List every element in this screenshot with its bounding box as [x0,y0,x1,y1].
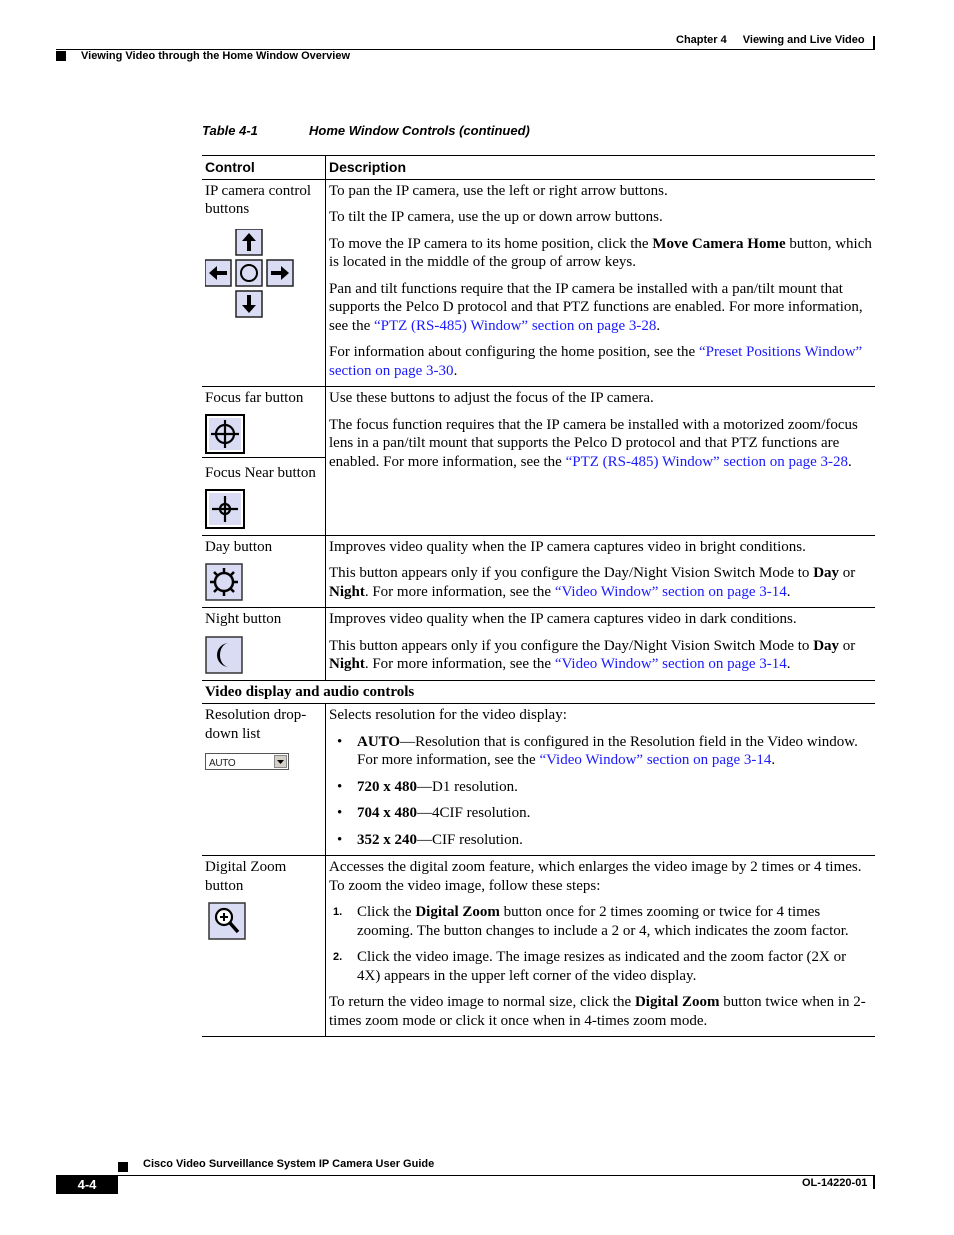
chapter-title: Viewing and Live Video [742,34,865,46]
controls-table [202,155,875,1037]
guide-title: Cisco Video Surveillance System IP Camera User Guide [143,1158,435,1170]
list-item: • AUTO—Resolution that is configured in the Resolution field in the Video window. For more information, see the “Video Window” section on page 3-14. [329,733,872,770]
ptz-control-pad [205,229,295,321]
crosshair-icon[interactable] [205,489,245,529]
table-row [202,608,875,681]
description-text: Selects resolution for the video display: [329,707,567,723]
description-text: Pan and tilt functions require that the IP camera be installed with a pan/tilt mount that supports the Pelco D protocol and that PTZ functions are enabled. For more information, see the “PTZ (RS-485) Window” section on page 3-28. [329,280,863,334]
control-label: Night button [205,611,282,627]
table-row [202,856,875,1037]
cross-reference-link[interactable]: “Video Window” section on page 3-14 [554,656,787,672]
sun-icon[interactable] [205,563,243,601]
table-row [202,535,875,608]
description-text: To move the IP camera to its home position, click the Move Camera Home button, which is located in the middle of the group of arrow keys. [329,235,872,270]
table-row [202,704,875,856]
cross-reference-link[interactable]: “Video Window” section on page 3-14 [554,583,787,600]
description-text: Improves video quality when the IP camera captures video in bright conditions. [329,538,806,555]
header-block [56,51,66,61]
footer-block [118,1162,128,1172]
zoom-steps-list [329,903,872,985]
table-row [202,179,875,387]
description-text: To pan the IP camera, use the left or right arrow buttons. [329,182,668,199]
table-row [202,387,875,536]
list-item: • 720 x 480—D1 resolution. [329,778,872,797]
section-title: Viewing Video through the Home Window Overview [81,50,351,62]
arrow-down-icon[interactable] [236,291,262,317]
table-caption [202,123,530,138]
control-label: Day button [205,538,273,555]
doc-number: OL-14220-01 [802,1177,868,1189]
resolution-options-list [329,733,872,850]
table-number: Table 4-1 [202,123,258,138]
control-label: Focus Near button [205,465,316,481]
crosshair-icon[interactable] [205,414,245,454]
description-text: The focus function requires that the IP camera be installed with a motorized zoom/focus lens in a pan/tilt mount that supports the Pelco D protocol and that PTZ functions are enabled. For more information, see the “PTZ (RS-485) Window” section on page 3-28. [329,416,858,470]
description-text: To tilt the IP camera, use the up or down arrow buttons. [329,209,663,225]
arrow-right-icon[interactable] [267,260,293,286]
running-header [676,34,865,46]
cross-reference-link[interactable]: “Preset Positions Window” section on page 3-30 [329,344,863,379]
column-header-description: Description [326,156,876,180]
arrow-left-icon[interactable] [205,260,231,286]
column-header-control: Control [202,156,326,180]
magnifier-icon[interactable] [208,902,246,940]
list-item: 2. Click the video image. The image resizes as indicated and the zoom factor (2X or 4X) appears in the upper left corner of the video display. [333,949,847,984]
description-text: Use these buttons to adjust the focus of the IP camera. [329,390,654,406]
description-text: To return the video image to normal size, click the Digital Zoom button twice when in 2-times zoom mode or click it once when in 4-times zoom mode. [329,994,866,1029]
arrow-up-icon[interactable] [236,229,262,255]
chapter-number: Chapter 4 [676,34,727,46]
description-text: This button appears only if you configure the Day/Night Vision Switch Mode to Day or Night. For more information, see the “Video Window” section on page 3-14. [329,565,856,600]
table-subheading: Video display and audio controls [202,680,875,704]
cross-reference-link[interactable]: “PTZ (RS-485) Window” section on page 3-28 [373,317,657,334]
footer-tick [873,1175,875,1189]
control-label: Resolution drop-down list [205,707,307,742]
description-text: Improves video quality when the IP camera captures video in dark conditions. [329,611,797,627]
list-item: • 352 x 240—CIF resolution. [329,831,872,850]
description-text: For information about configuring the home position, see the “Preset Positions Window” section on page 3-30. [329,344,863,379]
home-circle-icon[interactable] [236,260,262,286]
dropdown-value: AUTO [209,758,236,769]
list-item: • 704 x 480—4CIF resolution. [329,804,872,823]
list-item: 1. Click the Digital Zoom button once for 2 times zooming or twice for 4 times zooming. The button changes to include a 2 or 4, which indicates the zoom factor. [333,904,849,939]
cross-reference-link[interactable]: “PTZ (RS-485) Window” section on page 3-28 [565,453,849,470]
moon-icon[interactable] [205,636,243,674]
control-label: Digital Zoom button [205,859,287,894]
table-subheading-row [202,680,875,704]
resolution-dropdown[interactable] [205,753,289,770]
chevron-down-icon[interactable] [274,755,287,768]
cross-reference-link[interactable]: “Video Window” section on page 3-14 [539,752,772,768]
header-tick [873,36,875,50]
description-text: This button appears only if you configure the Day/Night Vision Switch Mode to Day or Night. For more information, see the “Video Window” section on page 3-14. [329,637,856,672]
table-title: Home Window Controls (continued) [309,123,530,138]
page-number: 4-4 [56,1175,118,1194]
control-label: IP camera control buttons [205,182,312,217]
control-label: Focus far button [205,390,304,406]
description-text: Accesses the digital zoom feature, which enlarges the video image by 2 times or 4 times. To zoom the video image, follow these steps: [329,859,862,894]
footer-rule [56,1175,874,1176]
